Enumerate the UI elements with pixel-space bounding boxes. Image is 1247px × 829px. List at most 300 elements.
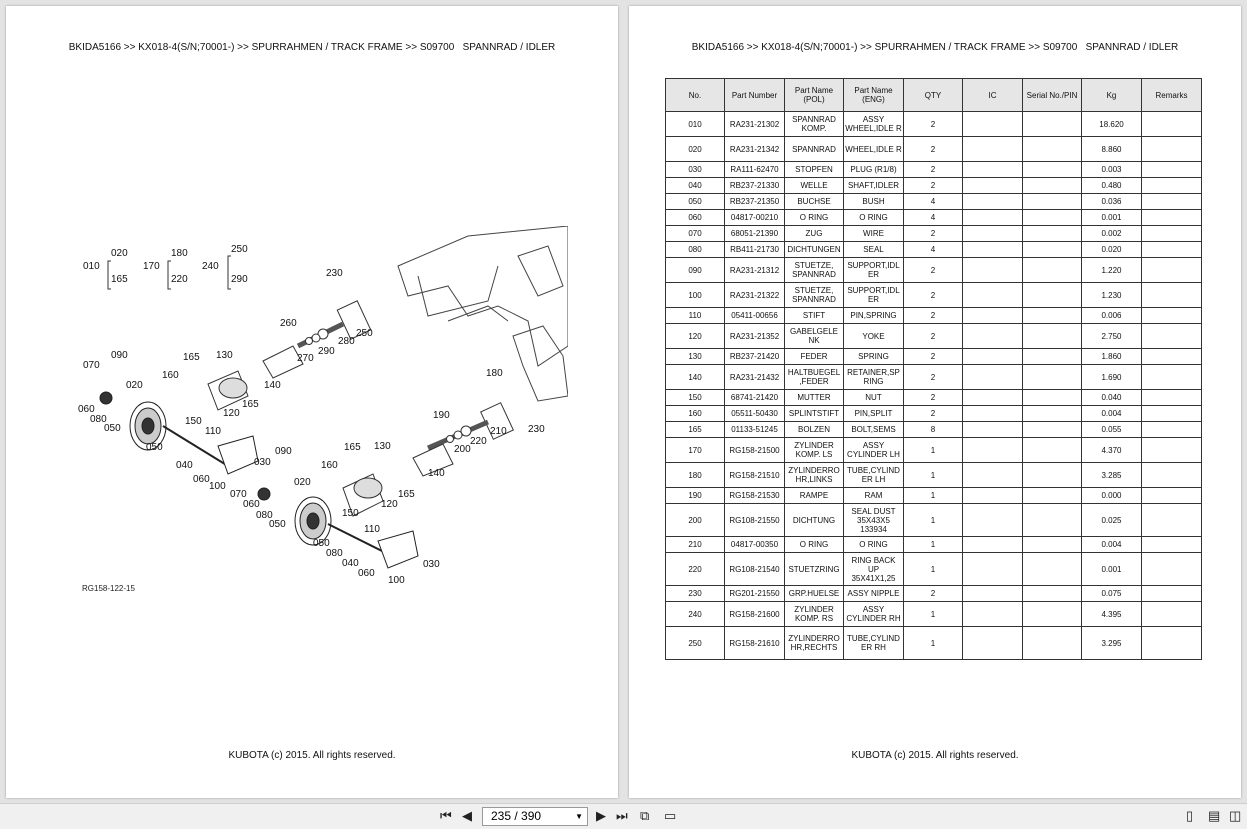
cell-serial — [1023, 226, 1082, 242]
cell-no: 030 — [666, 162, 725, 178]
callout-label: 050 — [269, 519, 286, 530]
left-page — [6, 6, 618, 798]
cell-part-number: RG158-21530 — [725, 488, 785, 504]
cell-part-name-pol: HALTBUEGEL ,FEDER — [785, 365, 844, 390]
cell-serial — [1023, 438, 1082, 463]
callout-label: 290 — [318, 346, 335, 357]
cell-kg: 0.004 — [1082, 537, 1142, 553]
callout-label: 230 — [528, 424, 545, 435]
cell-kg: 0.075 — [1082, 586, 1142, 602]
cell-no: 170 — [666, 438, 725, 463]
cell-qty: 2 — [904, 586, 963, 602]
callout-label: 050 — [104, 423, 121, 434]
parts-table-body — [666, 112, 1202, 660]
callout-label: 165 — [398, 489, 415, 500]
cell-part-name-eng: ASSY WHEEL,IDLE R — [844, 112, 904, 137]
callout-label: 110 — [364, 524, 380, 535]
page-breadcrumb: BKIDA5166 >> KX018-4(S/N;70001-) >> SPURRAHMEN / TRACK FRAME >> S09700 SPANNRAD / IDLER — [691, 42, 1179, 53]
callout-label: 140 — [428, 468, 445, 479]
cell-part-name-eng: WHEEL,IDLE R — [844, 137, 904, 162]
cell-kg: 3.295 — [1082, 627, 1142, 660]
col-header-serial: Serial No./PIN — [1023, 79, 1082, 112]
table-row — [666, 438, 1202, 463]
cell-kg: 0.055 — [1082, 422, 1142, 438]
cell-no: 080 — [666, 242, 725, 258]
cell-remarks — [1142, 504, 1202, 537]
cell-serial — [1023, 602, 1082, 627]
cell-kg: 0.001 — [1082, 553, 1142, 586]
cell-ic — [963, 258, 1023, 283]
cell-part-name-eng: SHAFT,IDLER — [844, 178, 904, 194]
cell-part-number: 68741-21420 — [725, 390, 785, 406]
callout-label: 165 — [183, 352, 200, 363]
cell-part-name-eng: TUBE,CYLIND ER RH — [844, 627, 904, 660]
cell-kg: 0.003 — [1082, 162, 1142, 178]
cell-serial — [1023, 537, 1082, 553]
callout-label: 080 — [90, 414, 107, 425]
cell-part-number: RG158-21610 — [725, 627, 785, 660]
cell-part-name-pol: GABELGELE NK — [785, 324, 844, 349]
cell-serial — [1023, 553, 1082, 586]
cell-part-name-pol: SPLINTSTIFT — [785, 406, 844, 422]
figure-code: RG158-122-15 — [82, 584, 135, 593]
cell-part-number: RB237-21420 — [725, 349, 785, 365]
cell-kg: 4.395 — [1082, 602, 1142, 627]
cell-no: 165 — [666, 422, 725, 438]
callout-label: 250 — [231, 244, 248, 255]
cell-part-number: 01133-51245 — [725, 422, 785, 438]
cell-qty: 1 — [904, 553, 963, 586]
callout-label: 020 — [111, 248, 128, 259]
callout-label: 060 — [193, 474, 210, 485]
table-row — [666, 488, 1202, 504]
chevron-down-icon: ▼ — [575, 812, 583, 821]
cell-remarks — [1142, 162, 1202, 178]
cell-qty: 1 — [904, 463, 963, 488]
cell-part-name-eng: O RING — [844, 537, 904, 553]
cell-serial — [1023, 283, 1082, 308]
callout-label: 165 — [111, 274, 128, 285]
cell-part-name-eng: RETAINER,SP RING — [844, 365, 904, 390]
cell-qty: 2 — [904, 349, 963, 365]
cell-remarks — [1142, 112, 1202, 137]
cell-serial — [1023, 365, 1082, 390]
cell-part-number: RB411-21730 — [725, 242, 785, 258]
table-row — [666, 283, 1202, 308]
cell-part-name-pol: BUCHSE — [785, 194, 844, 210]
table-row — [666, 210, 1202, 226]
table-row — [666, 308, 1202, 324]
cell-ic — [963, 349, 1023, 365]
cell-no: 060 — [666, 210, 725, 226]
cell-kg: 1.230 — [1082, 283, 1142, 308]
cell-part-name-eng: SUPPORT,IDL ER — [844, 283, 904, 308]
col-header-part-name-pol: Part Name (POL) — [785, 79, 844, 112]
callout-label: 010 — [83, 261, 100, 272]
cell-remarks — [1142, 488, 1202, 504]
cell-remarks — [1142, 463, 1202, 488]
cell-remarks — [1142, 586, 1202, 602]
cell-kg: 2.750 — [1082, 324, 1142, 349]
single-page-icon[interactable]: ▯ — [1186, 808, 1194, 823]
two-page-icon[interactable]: ◫ — [1229, 808, 1242, 823]
exploded-parts-diagram — [68, 226, 568, 586]
table-header-row — [666, 79, 1202, 112]
cell-part-name-pol: BOLZEN — [785, 422, 844, 438]
callout-label: 060 — [243, 499, 260, 510]
cell-part-number: 04817-00350 — [725, 537, 785, 553]
cell-ic — [963, 553, 1023, 586]
cell-remarks — [1142, 226, 1202, 242]
cell-part-name-eng: NUT — [844, 390, 904, 406]
callout-label: 050 — [146, 442, 163, 453]
cell-qty: 2 — [904, 324, 963, 349]
callout-label: 090 — [111, 350, 128, 361]
callout-label: 050 — [313, 538, 330, 549]
fit-page-icon[interactable]: ⧉ — [640, 808, 650, 823]
callout-label: 190 — [433, 410, 450, 421]
table-row — [666, 553, 1202, 586]
cell-part-number: RG108-21540 — [725, 553, 785, 586]
cell-ic — [963, 422, 1023, 438]
callout-label: 165 — [344, 442, 361, 453]
cell-ic — [963, 365, 1023, 390]
cell-part-number: RG158-21600 — [725, 602, 785, 627]
cell-part-number: RB237-21330 — [725, 178, 785, 194]
cell-ic — [963, 537, 1023, 553]
cell-remarks — [1142, 308, 1202, 324]
cell-remarks — [1142, 422, 1202, 438]
callout-label: 230 — [326, 268, 343, 279]
callout-label: 040 — [342, 558, 359, 569]
cell-part-name-eng: WIRE — [844, 226, 904, 242]
cell-remarks — [1142, 242, 1202, 258]
cell-ic — [963, 324, 1023, 349]
cell-part-number: RG108-21550 — [725, 504, 785, 537]
previous-page-icon[interactable]: ◀ — [462, 808, 472, 823]
table-row — [666, 422, 1202, 438]
cell-no: 070 — [666, 226, 725, 242]
page-indicator: 235 / 390 — [491, 809, 542, 823]
cell-part-number: 04817-00210 — [725, 210, 785, 226]
table-row — [666, 112, 1202, 137]
cell-qty: 2 — [904, 178, 963, 194]
cell-no: 190 — [666, 488, 725, 504]
cell-remarks — [1142, 438, 1202, 463]
cell-part-name-pol: DICHTUNGEN — [785, 242, 844, 258]
cell-ic — [963, 438, 1023, 463]
callout-label: 120 — [223, 408, 240, 419]
cell-part-name-eng: RAM — [844, 488, 904, 504]
cell-part-number: RG158-21510 — [725, 463, 785, 488]
cell-kg: 8.860 — [1082, 137, 1142, 162]
table-row — [666, 137, 1202, 162]
cell-no: 040 — [666, 178, 725, 194]
cell-part-number: RA231-21302 — [725, 112, 785, 137]
cell-remarks — [1142, 602, 1202, 627]
cell-kg: 0.040 — [1082, 390, 1142, 406]
callout-label: 170 — [143, 261, 160, 272]
cell-remarks — [1142, 365, 1202, 390]
table-row — [666, 162, 1202, 178]
cell-serial — [1023, 504, 1082, 537]
cell-no: 240 — [666, 602, 725, 627]
page-footer: KUBOTA (c) 2015. All rights reserved. — [851, 750, 1019, 761]
cylinder-assembly-upper — [298, 301, 371, 346]
cell-kg: 1.690 — [1082, 365, 1142, 390]
cell-serial — [1023, 488, 1082, 504]
cell-remarks — [1142, 406, 1202, 422]
cell-kg: 0.020 — [1082, 242, 1142, 258]
col-header-part-name-eng: Part Name (ENG) — [844, 79, 904, 112]
cell-no: 110 — [666, 308, 725, 324]
cell-remarks — [1142, 137, 1202, 162]
cell-kg: 0.006 — [1082, 308, 1142, 324]
cell-part-number: RA231-21312 — [725, 258, 785, 283]
table-row — [666, 258, 1202, 283]
cell-serial — [1023, 463, 1082, 488]
table-row — [666, 390, 1202, 406]
callout-label: 160 — [162, 370, 179, 381]
cell-serial — [1023, 390, 1082, 406]
page-breadcrumb: BKIDA5166 >> KX018-4(S/N;70001-) >> SPURRAHMEN / TRACK FRAME >> S09700 SPANNRAD / IDLER — [68, 42, 556, 53]
cell-serial — [1023, 627, 1082, 660]
cell-part-name-pol: STOPFEN — [785, 162, 844, 178]
callout-label: 090 — [275, 446, 292, 457]
cell-part-name-pol: SPANNRAD KOMP. — [785, 112, 844, 137]
cell-kg: 0.000 — [1082, 488, 1142, 504]
cell-no: 010 — [666, 112, 725, 137]
callout-label: 080 — [326, 548, 343, 559]
cell-serial — [1023, 349, 1082, 365]
cell-no: 180 — [666, 463, 725, 488]
cell-part-name-eng: O RING — [844, 210, 904, 226]
parts-table — [665, 78, 1202, 660]
cell-ic — [963, 226, 1023, 242]
cell-part-number: 05411-00656 — [725, 308, 785, 324]
col-header-remarks: Remarks — [1142, 79, 1202, 112]
cell-serial — [1023, 324, 1082, 349]
callout-label: 130 — [374, 441, 391, 452]
cell-no: 100 — [666, 283, 725, 308]
cell-no: 120 — [666, 324, 725, 349]
cell-no: 200 — [666, 504, 725, 537]
cell-qty: 2 — [904, 137, 963, 162]
cell-qty: 2 — [904, 226, 963, 242]
last-page-icon[interactable]: ⏭ — [616, 808, 628, 823]
cell-serial — [1023, 137, 1082, 162]
cell-ic — [963, 178, 1023, 194]
table-row — [666, 406, 1202, 422]
cell-part-number: RA231-21322 — [725, 283, 785, 308]
cell-part-name-pol: FEDER — [785, 349, 844, 365]
cell-remarks — [1142, 627, 1202, 660]
cell-kg: 3.285 — [1082, 463, 1142, 488]
col-header-qty: QTY — [904, 79, 963, 112]
callout-label: 180 — [486, 368, 503, 379]
cell-part-name-eng: PLUG (R1/8) — [844, 162, 904, 178]
table-row — [666, 627, 1202, 660]
cell-part-number: RA231-21432 — [725, 365, 785, 390]
callout-label: 270 — [297, 353, 314, 364]
table-row — [666, 178, 1202, 194]
table-row — [666, 226, 1202, 242]
cell-ic — [963, 242, 1023, 258]
cell-part-name-pol: GRP.HUELSE — [785, 586, 844, 602]
continuous-icon[interactable]: ▤ — [1208, 808, 1221, 823]
cell-ic — [963, 390, 1023, 406]
right-page — [629, 6, 1241, 798]
callout-label: 260 — [280, 318, 297, 329]
table-row — [666, 324, 1202, 349]
viewer-toolbar — [0, 803, 1247, 829]
cell-part-name-eng: SEAL — [844, 242, 904, 258]
cell-part-name-eng: ASSY CYLINDER LH — [844, 438, 904, 463]
cell-kg: 1.860 — [1082, 349, 1142, 365]
cell-kg: 0.002 — [1082, 226, 1142, 242]
fit-width-icon[interactable]: ▭ — [664, 808, 677, 823]
cell-part-number: RA231-21342 — [725, 137, 785, 162]
cell-part-name-eng: BUSH — [844, 194, 904, 210]
cell-serial — [1023, 178, 1082, 194]
cell-part-name-eng: PIN,SPRING — [844, 308, 904, 324]
col-header-ic: IC — [963, 79, 1023, 112]
cell-part-name-eng: TUBE,CYLIND ER LH — [844, 463, 904, 488]
cell-ic — [963, 194, 1023, 210]
callout-label: 150 — [342, 508, 359, 519]
cell-no: 140 — [666, 365, 725, 390]
cell-part-name-eng: PIN,SPLIT — [844, 406, 904, 422]
cell-part-name-pol: O RING — [785, 537, 844, 553]
cell-part-name-eng: YOKE — [844, 324, 904, 349]
col-header-kg: Kg — [1082, 79, 1142, 112]
callout-label: 220 — [470, 436, 487, 447]
cell-part-name-eng: ASSY CYLINDER RH — [844, 602, 904, 627]
table-row — [666, 349, 1202, 365]
cell-part-name-pol: MUTTER — [785, 390, 844, 406]
callout-label: 030 — [423, 559, 440, 570]
cell-remarks — [1142, 194, 1202, 210]
callout-label: 070 — [230, 489, 247, 500]
cell-remarks — [1142, 349, 1202, 365]
cell-no: 090 — [666, 258, 725, 283]
cell-part-name-pol: ZYLINDER KOMP. RS — [785, 602, 844, 627]
table-row — [666, 537, 1202, 553]
page-footer: KUBOTA (c) 2015. All rights reserved. — [228, 750, 396, 761]
cell-ic — [963, 463, 1023, 488]
cell-qty: 8 — [904, 422, 963, 438]
cell-serial — [1023, 210, 1082, 226]
cell-qty: 2 — [904, 258, 963, 283]
cell-ic — [963, 210, 1023, 226]
table-row — [666, 504, 1202, 537]
cell-remarks — [1142, 553, 1202, 586]
cell-kg: 4.370 — [1082, 438, 1142, 463]
cell-serial — [1023, 242, 1082, 258]
cell-part-number: RA111-62470 — [725, 162, 785, 178]
cell-part-name-pol: STUETZRING — [785, 553, 844, 586]
cell-kg: 0.004 — [1082, 406, 1142, 422]
cell-ic — [963, 586, 1023, 602]
callout-label: 020 — [294, 477, 311, 488]
table-row — [666, 242, 1202, 258]
cell-remarks — [1142, 210, 1202, 226]
cell-part-name-eng: SPRING — [844, 349, 904, 365]
cell-part-name-pol: ZYLINDERRO HR,RECHTS — [785, 627, 844, 660]
page-number-select[interactable] — [482, 807, 588, 826]
cell-part-number: 05511-50430 — [725, 406, 785, 422]
callout-label: 100 — [388, 575, 405, 586]
cell-part-name-eng: SUPPORT,IDL ER — [844, 258, 904, 283]
cell-kg: 0.025 — [1082, 504, 1142, 537]
callout-label: 120 — [381, 499, 398, 510]
cell-remarks — [1142, 324, 1202, 349]
cell-qty: 1 — [904, 504, 963, 537]
cell-serial — [1023, 112, 1082, 137]
cell-serial — [1023, 406, 1082, 422]
cell-kg: 1.220 — [1082, 258, 1142, 283]
table-row — [666, 586, 1202, 602]
cell-kg: 0.036 — [1082, 194, 1142, 210]
callout-label: 220 — [171, 274, 188, 285]
cell-part-name-pol: RAMPE — [785, 488, 844, 504]
callout-label: 290 — [231, 274, 248, 285]
cell-serial — [1023, 258, 1082, 283]
callout-label: 180 — [171, 248, 188, 259]
cell-qty: 4 — [904, 194, 963, 210]
cell-kg: 18.620 — [1082, 112, 1142, 137]
cell-qty: 1 — [904, 627, 963, 660]
cell-ic — [963, 602, 1023, 627]
cell-qty: 4 — [904, 210, 963, 226]
cell-qty: 1 — [904, 488, 963, 504]
cell-part-name-eng: RING BACK UP 35X41X1,25 — [844, 553, 904, 586]
cell-ic — [963, 504, 1023, 537]
cell-part-number: 68051-21390 — [725, 226, 785, 242]
callout-label: 210 — [490, 426, 507, 437]
cell-ic — [963, 162, 1023, 178]
callout-label: 060 — [358, 568, 375, 579]
cell-no: 020 — [666, 137, 725, 162]
first-page-icon[interactable]: ⏮ — [440, 808, 452, 823]
yoke-spring-lower — [343, 444, 453, 516]
callout-label: 200 — [454, 444, 471, 455]
cell-no: 230 — [666, 586, 725, 602]
cell-ic — [963, 112, 1023, 137]
table-row — [666, 365, 1202, 390]
cell-qty: 2 — [904, 283, 963, 308]
next-page-icon[interactable]: ▶ — [596, 808, 606, 823]
cell-no: 150 — [666, 390, 725, 406]
cell-part-name-pol: DICHTUNG — [785, 504, 844, 537]
cell-no: 130 — [666, 349, 725, 365]
cell-remarks — [1142, 258, 1202, 283]
callout-label: 165 — [242, 399, 259, 410]
callout-label: 110 — [205, 426, 221, 437]
cell-kg: 0.480 — [1082, 178, 1142, 194]
cell-part-number: RA231-21352 — [725, 324, 785, 349]
cell-part-name-eng: SEAL DUST 35X43X5 133934 — [844, 504, 904, 537]
cell-part-name-pol: ZYLINDERRO HR,LINKS — [785, 463, 844, 488]
callout-label: 060 — [78, 404, 95, 415]
callout-label: 080 — [256, 510, 273, 521]
cell-ic — [963, 406, 1023, 422]
cell-part-name-pol: SPANNRAD — [785, 137, 844, 162]
cell-part-number: RG201-21550 — [725, 586, 785, 602]
cell-part-name-pol: O RING — [785, 210, 844, 226]
callout-label: 040 — [176, 460, 193, 471]
cell-part-name-pol: WELLE — [785, 178, 844, 194]
